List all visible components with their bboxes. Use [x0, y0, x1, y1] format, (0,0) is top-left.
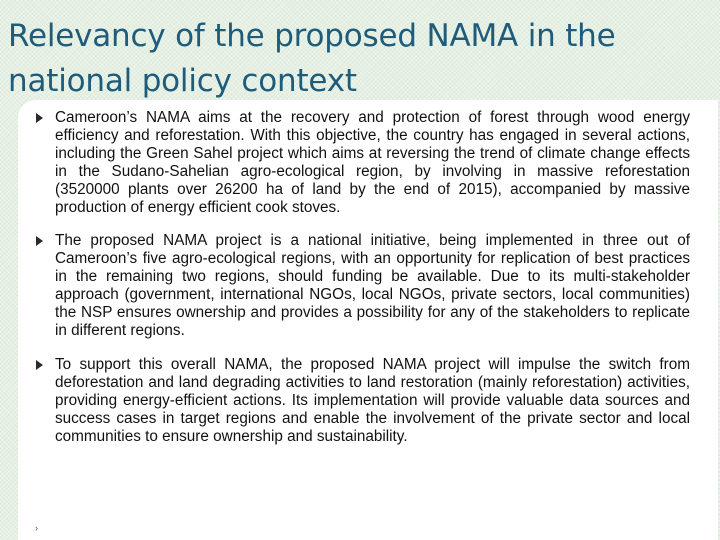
bullet-item: [36, 109, 690, 216]
triangle-bullet-icon: [36, 113, 43, 123]
bullet-item: [36, 356, 690, 446]
bullet-text: The proposed NAMA project is a national initiative, being implemented in three out of Cameroon’s five agro-ecological regions, with an opportunity for replication of best practices in the remaining two regions, should funding be available. Due to its multi-stakeholder approach (government, international NGOs, local NGOs, private sectors, local communities) the NSP ensures ownership and provides a possibility for any of the stakeholders to replicate in different regions.: [55, 232, 690, 339]
slide-title: Relevancy of the proposed NAMA in the national policy context: [8, 18, 616, 99]
bullet-text: Cameroon’s NAMA aims at the recovery and protection of forest through wood energy efficiency and reforestation. With this objective, the country has engaged in several actions, including the Green Sahel project which aims at reversing the trend of climate change effects in the Sudano-Sahelian agro-ecological region, by involving in massive reforestation (3520000 plants over 26200 ha of land by the end of 2015), accompanied by massive production of energy efficient cook stoves.: [55, 109, 690, 216]
bullet-text: To support this overall NAMA, the proposed NAMA project will impulse the switch from deforestation and land degrading activities to land restoration (mainly reforestation) activities, providing energy-efficient actions. Its implementation will provide valuable data sources and success cases in target regions and enable the involvement of the private sector and local communities to ensure ownership and sustainability.: [55, 355, 690, 445]
bullet-list: [36, 109, 690, 461]
footer-marker: ›: [35, 523, 38, 533]
triangle-bullet-icon: [36, 236, 43, 246]
triangle-bullet-icon: [36, 360, 43, 370]
bullet-item: [36, 232, 690, 339]
